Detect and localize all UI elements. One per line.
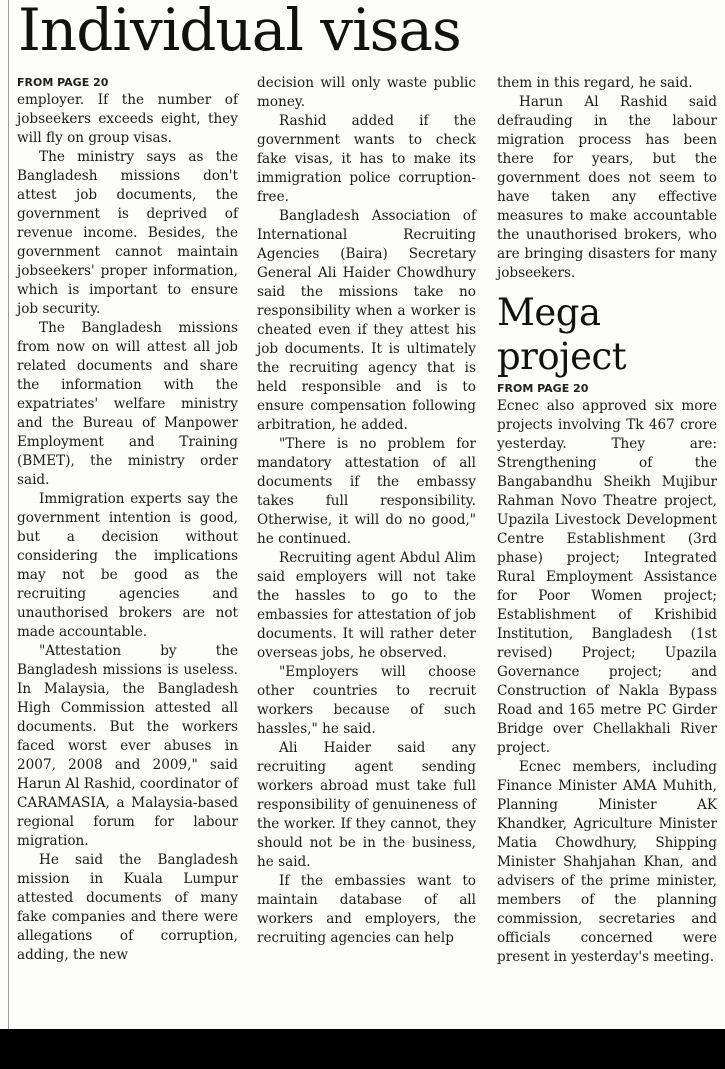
paragraph: "Employers will choose other countries to recruit workers because of such hassles," he said.	[257, 664, 476, 737]
article-headline: Individual visas	[18, 0, 461, 64]
paragraph: Recruiting agent Abdul Alim said employers will not take the hassles to go to the embassies for attestation of job documents. It will rather deter overseas jobs, he observed.	[257, 550, 476, 661]
paragraph: The ministry says as the Bangladesh missions don't attest job documents, the government is deprived of revenue income. Besides, the government cannot maintain jobseekers' proper information, which is important to ensure job security.	[17, 149, 238, 317]
article-column-3	[497, 74, 717, 967]
continuation-kicker: FROM PAGE 20	[497, 382, 589, 395]
paragraph: employer. If the number of jobseekers exceeds eight, they will fly on group visas.	[17, 92, 238, 146]
paragraph: Rashid added if the government wants to check fake visas, it has to make its immigration police corruption-free.	[257, 113, 476, 205]
paragraph: The Bangladesh missions from now on will attest all job related documents and share the information with the expatriates' welfare ministry and the Bureau of Manpower Employment and Training (BMET), the ministry order said.	[17, 320, 238, 488]
paragraph: Ali Haider said any recruiting agent sending workers abroad must take full responsibility of genuineness of the worker. If they cannot, they should not be in the business, he said.	[257, 740, 476, 870]
paragraph: Ecnec also approved six more projects involving Tk 467 crore yesterday. They are: Strengthening of the Bangabandhu Sheikh Mujibur Rahman Novo Theatre project, Upazila Livestock Development Centre Establishment (3rd phase) project; Integrated Rural Employment Assistance for Poor Women project; Establishment of Krishibid Institution, Bangladesh (1st revised) Project; Upazila Governance project; and Construction of Nakla Bypass Road and 165 metre PC Girder Bridge over Chellakhali River project.	[497, 398, 717, 756]
paragraph: Harun Al Rashid said defrauding in the labour migration process has been there for years, but the government does not seem to have taken any effective measures to make accountable the unauthorised brokers, who are bringing disasters for many jobseekers.	[497, 94, 717, 281]
paragraph: Ecnec members, including Finance Minister AMA Muhith, Planning Minister AK Khandker, Agriculture Minister Matia Chowdhury, Shipping Minister Shahjahan Khan, and advisers of the prime minister, members of the planning commission, secretaries and officials concerned were present in yesterday's meeting.	[497, 759, 717, 965]
paragraph: "There is no problem for mandatory attestation of all documents if the embassy takes full responsibility. Otherwise, it will do no good," he continued.	[257, 436, 476, 547]
section-subhead: Mega project	[497, 291, 627, 378]
article-column-1	[17, 76, 238, 965]
continuation-kicker: FROM PAGE 20	[17, 76, 109, 89]
paragraph: them in this regard, he said.	[497, 75, 693, 91]
article-column-2	[257, 74, 476, 948]
paragraph: Immigration experts say the government intention is good, but a decision without considering the implications may not be good as the recruiting agencies and unauthorised brokers are not made accountable.	[17, 491, 238, 640]
paragraph: Bangladesh Association of International Recruiting Agencies (Baira) Secretary General Ali Haider Chowdhury said the missions take no responsibility when a worker is cheated even if they attest his job documents. It is ultimately the recruiting agency that is held responsible and is to ensure compensation following arbitration, he added.	[257, 208, 476, 433]
black-bottom-bar	[0, 1029, 725, 1069]
paragraph: If the embassies want to maintain database of all workers and employers, the recruiting agencies can help	[257, 873, 476, 946]
paragraph: "Attestation by the Bangladesh missions is useless. In Malaysia, the Bangladesh High Commission attested all documents. But the workers faced worst ever abuses in 2007, 2008 and 2009," said Harun Al Rashid, coordinator of CARAMASIA, a Malaysia-based regional forum for labour migration.	[17, 643, 238, 849]
paragraph: He said the Bangladesh mission in Kuala Lumpur attested documents of many fake companies and there were allegations of corruption, adding, the new	[17, 852, 238, 963]
paragraph: decision will only waste public money.	[257, 75, 476, 110]
column-rule	[8, 0, 9, 1029]
